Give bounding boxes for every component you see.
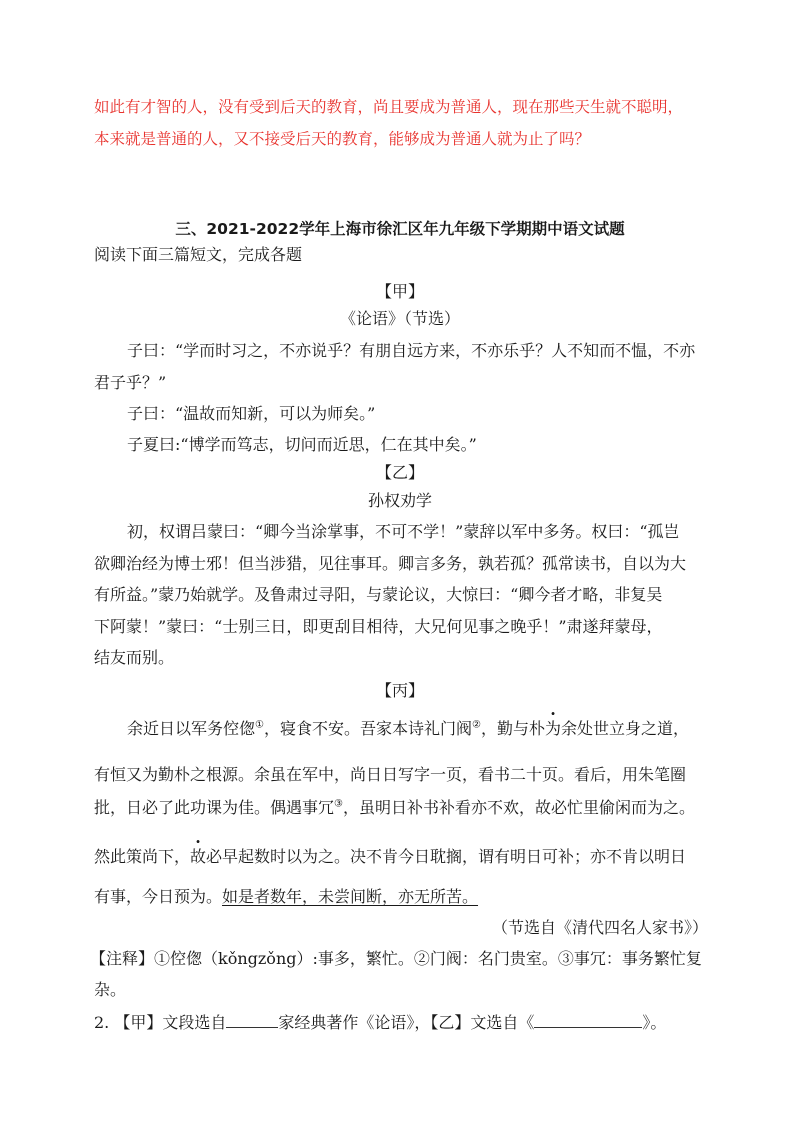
footnote-2: ②: [472, 719, 481, 731]
jia-p3: 子夏曰:“博学而笃志，切问而近思，仁在其中矣。”: [127, 435, 477, 454]
yi-line3: 有所益。”蒙乃始就学。及鲁肃过寻阳，与蒙论议，大惊曰：“卿今者才略，非复吴: [94, 585, 663, 604]
bing-line1-d: 余处世立身之道，: [561, 719, 690, 738]
bing-line1-a: 余近日以军务倥偬: [127, 719, 256, 738]
bing-line1-c: ，勤与朴: [480, 719, 545, 738]
yi-line2: 欲卿治经为博士邪！但当涉猎，见往事耳。卿言多务，孰若孤？孤常读书，自以为大: [94, 554, 687, 573]
question-text-c: 》。: [642, 1013, 667, 1032]
emphasis-dot-char: 为: [544, 719, 561, 738]
bing-line1: [127, 718, 689, 740]
yi-label: 【乙】: [375, 463, 424, 482]
jia-p2: 子曰：“温故而知新，可以为师矣。”: [127, 404, 376, 423]
jia-p1-line2: 君子乎？”: [94, 373, 167, 392]
instruction: 阅读下面三篇短文，完成各题: [94, 245, 303, 264]
yi-title: 孙权劝学: [367, 491, 432, 510]
bing-line2: 有恒又为勤朴之根源。余虽在军中，尚日日写字一页，看书二十页。看后，用朱笔圈: [94, 765, 687, 784]
notes-line2: 杂。: [94, 980, 127, 999]
bing-line5-a: 有事，今日预为。: [94, 887, 223, 906]
bing-source: （节选自《清代四名人家书》）: [491, 918, 708, 937]
question-text-b: 家经典著作《论语》，【乙】文选自《: [278, 1013, 535, 1032]
answer-blank-1[interactable]: [226, 1011, 278, 1028]
bing-line3: [94, 797, 695, 819]
bing-line4-b: 必早起数时以为之。决不肯今日耽搁，谓有明日可补；亦不肯以明日: [206, 847, 687, 866]
bing-line3-a: 批，日必了此功课为佳。偶遇事冗: [94, 798, 335, 817]
bing-line1-b: ，寝食不安。吾家本诗礼门阀: [263, 719, 472, 738]
jia-p1-line1: 子曰：“学而时习之，不亦说乎？有朋自远方来，不亦乐乎？人不知而不愠，不亦: [127, 341, 696, 360]
answer-blank-2[interactable]: [534, 1011, 642, 1028]
footnote-3: ③: [334, 798, 343, 810]
yi-line5: 结友而别。: [94, 648, 175, 667]
bing-line4: [94, 846, 686, 868]
section-title: 三、2021-2022学年上海市徐汇区年九年级下学期期中语文试题: [175, 220, 625, 238]
yi-line4: 下阿蒙！”蒙曰：“士别三日，即更刮目相待，大兄何见事之晚乎！”肃遂拜蒙母，: [94, 617, 663, 636]
notes-line1: 【注释】①倥偬（kǒngzǒng）:事多，繁忙。②门阀：名门贵室。③事冗：事务繁忙复: [90, 949, 702, 968]
bing-line3-b: ，虽明日补书补看亦不欢，故必忙里偷闲而为之。: [342, 798, 695, 817]
bing-label: 【丙】: [375, 681, 424, 700]
bing-line5: [94, 886, 478, 908]
question-2: [94, 1011, 666, 1034]
jia-title: 《论语》（节选）: [339, 309, 460, 328]
emphasis-dot-char: 故: [190, 847, 207, 866]
intro-line-2: 本来就是普通的人，又不接受后天的教育，能够成为普通人就为止了吗？: [94, 130, 591, 148]
footnote-1: ①: [255, 719, 264, 731]
yi-line1: 初，权谓吕蒙曰：“卿今当涂掌事，不可不学！”蒙辞以军中多务。权曰：“孤岂: [127, 522, 680, 541]
intro-line-1: 如此有才智的人，没有受到后天的教育，尚且要成为普通人，现在那些天生就不聪明，: [94, 98, 684, 116]
underlined-sentence: 如是者数年，未尝间断，亦无所苦。: [222, 887, 479, 906]
question-text-a: 2. 【甲】文段选自: [94, 1013, 227, 1032]
bing-line4-a: 然此策尚下，: [94, 847, 191, 866]
jia-label: 【甲】: [375, 282, 424, 301]
